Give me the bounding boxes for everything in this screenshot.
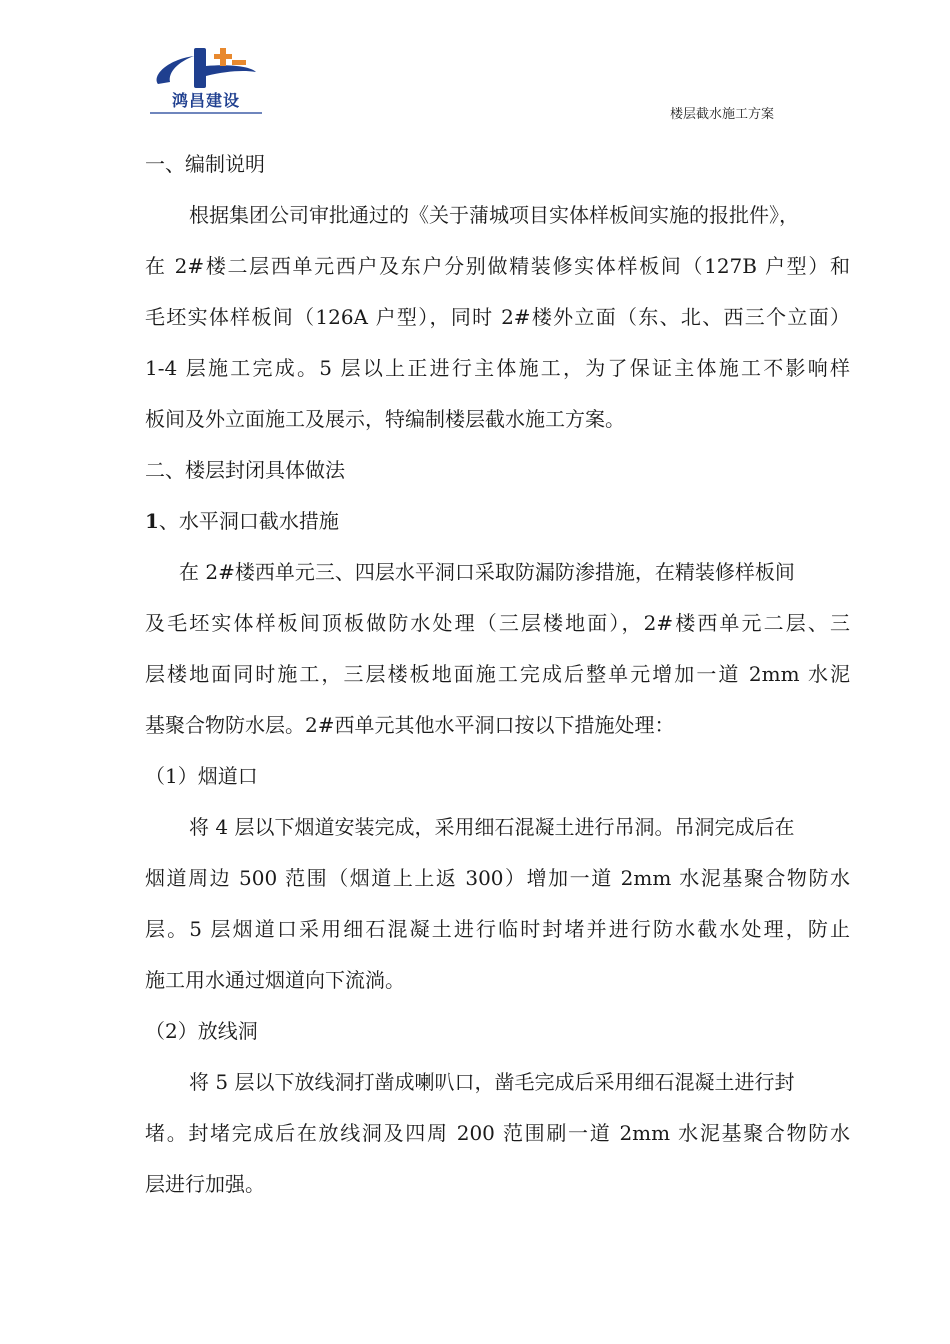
subheading-text: 、水平洞口截水措施 <box>158 509 339 533</box>
paragraph-line: 施工用水通过烟道向下流淌。 <box>145 968 405 992</box>
heading-floor-sealing: 二、楼层封闭具体做法 <box>145 458 345 482</box>
paragraph-line: 烟道周边 500 范围（烟道上上返 300）增加一道 2mm 水泥基聚合物防水 <box>145 866 850 890</box>
subheading-flue-opening: （1）烟道口 <box>145 764 258 788</box>
paragraph-line: 基聚合物防水层。2#西单元其他水平洞口按以下措施处理： <box>145 713 675 737</box>
subheading-horizontal-openings <box>145 496 850 547</box>
paragraph-line: 层。5 层烟道口采用细石混凝土进行临时封堵并进行防水截水处理，防止 <box>145 917 850 941</box>
paragraph-line: 堵。封堵完成后在放线洞及四周 200 范围刷一道 2mm 水泥基聚合物防水 <box>145 1121 850 1145</box>
logo-underline <box>150 112 262 114</box>
logo-text: 鸿昌建设 <box>171 91 240 110</box>
paragraph-line: 将 4 层以下烟道安装完成，采用细石混凝土进行吊洞。吊洞完成后在 <box>189 815 795 839</box>
paragraph-line: 1-4 层施工完成。5 层以上正进行主体施工，为了保证主体施工不影响样 <box>145 356 850 380</box>
paragraph-line: 及毛坯实体样板间顶板做防水处理（三层楼地面），2#楼西单元二层、三 <box>145 611 850 635</box>
section-number: 1 <box>145 509 159 533</box>
heading-compilation-notes: 一、编制说明 <box>145 152 265 176</box>
paragraph-line: 毛坯实体样板间（126A 户型），同时 2#楼外立面（东、北、西三个立面） <box>145 305 850 329</box>
logo-mark-icon <box>148 46 264 92</box>
subheading-survey-hole: （2）放线洞 <box>145 1019 258 1043</box>
document-body <box>145 139 850 1210</box>
paragraph-line: 层楼地面同时施工，三层楼板地面施工完成后整单元增加一道 2mm 水泥 <box>145 662 850 686</box>
paragraph-line: 在 2#楼二层西单元西户及东户分别做精装修实体样板间（127B 户型）和 <box>145 254 850 278</box>
company-logo <box>148 46 264 118</box>
paragraph-line: 将 5 层以下放线洞打凿成喇叭口，凿毛完成后采用细石混凝土进行封 <box>189 1070 795 1094</box>
paragraph-line: 在 2#楼西单元三、四层水平洞口采取防漏防渗措施，在精装修样板间 <box>179 560 795 584</box>
paragraph-line: 层进行加强。 <box>145 1172 265 1196</box>
paragraph-line: 根据集团公司审批通过的《关于蒲城项目实体样板间实施的报批件》， <box>189 203 799 227</box>
header-title: 楼层截水施工方案 <box>670 107 775 122</box>
paragraph-line: 板间及外立面施工及展示，特编制楼层截水施工方案。 <box>145 407 625 431</box>
